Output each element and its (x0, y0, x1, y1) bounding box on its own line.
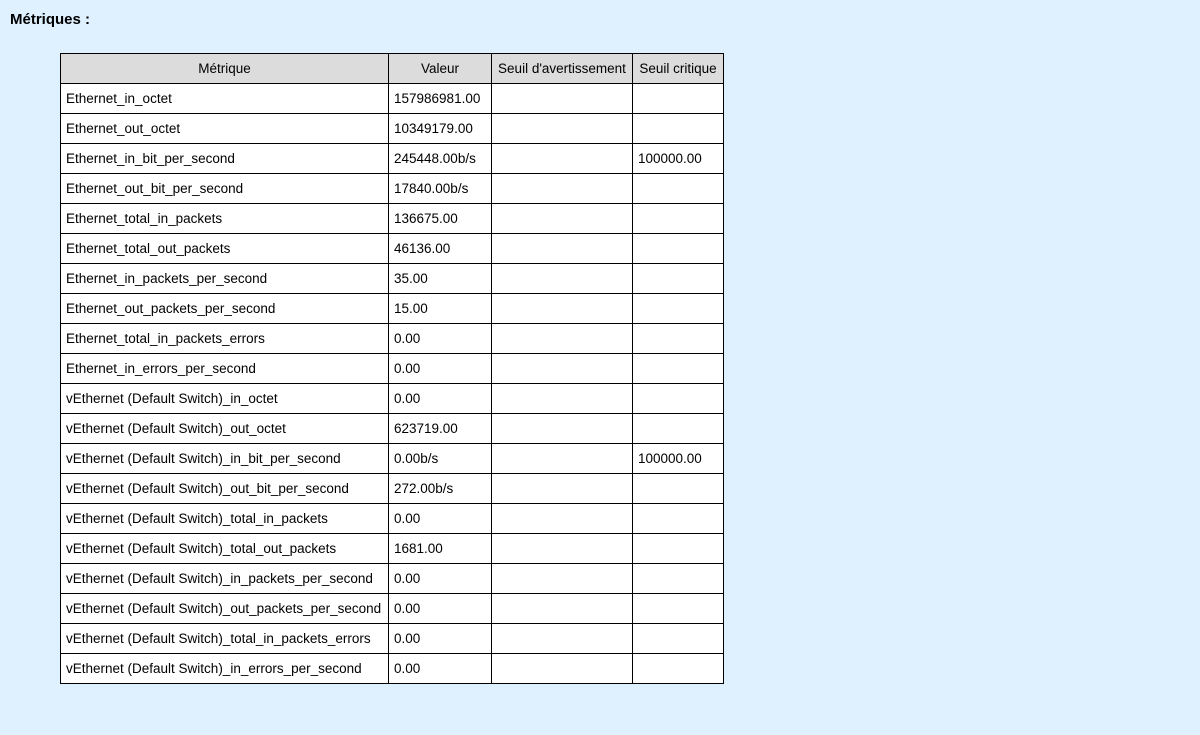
metric-value-cell: 15.00 (389, 294, 492, 324)
table-row (61, 174, 724, 204)
warning-threshold-cell (492, 654, 633, 684)
table-row (61, 594, 724, 624)
metric-name-cell: Ethernet_in_packets_per_second (61, 264, 389, 294)
metric-name-cell: Ethernet_in_bit_per_second (61, 144, 389, 174)
metric-name-cell: vEthernet (Default Switch)_in_octet (61, 384, 389, 414)
metric-name-cell: vEthernet (Default Switch)_total_in_packets_errors (61, 624, 389, 654)
warning-threshold-cell (492, 624, 633, 654)
critical-threshold-cell: 100000.00 (633, 444, 724, 474)
warning-threshold-cell (492, 444, 633, 474)
warning-threshold-cell (492, 294, 633, 324)
critical-threshold-cell (633, 654, 724, 684)
critical-threshold-cell (633, 324, 724, 354)
metric-name-cell: Ethernet_out_octet (61, 114, 389, 144)
metric-name-cell: Ethernet_total_out_packets (61, 234, 389, 264)
warning-threshold-cell (492, 474, 633, 504)
warning-threshold-cell (492, 84, 633, 114)
warning-threshold-cell (492, 414, 633, 444)
column-header-value: Valeur (389, 54, 492, 84)
table-row (61, 444, 724, 474)
critical-threshold-cell (633, 264, 724, 294)
critical-threshold-cell (633, 624, 724, 654)
critical-threshold-cell (633, 384, 724, 414)
metric-name-cell: vEthernet (Default Switch)_out_packets_per_second (61, 594, 389, 624)
metric-value-cell: 0.00 (389, 384, 492, 414)
critical-threshold-cell (633, 84, 724, 114)
metric-value-cell: 0.00b/s (389, 444, 492, 474)
metric-name-cell: Ethernet_total_in_packets_errors (61, 324, 389, 354)
metric-value-cell: 1681.00 (389, 534, 492, 564)
warning-threshold-cell (492, 384, 633, 414)
warning-threshold-cell (492, 564, 633, 594)
table-row (61, 654, 724, 684)
metrics-table-body (61, 84, 724, 684)
metric-name-cell: vEthernet (Default Switch)_in_packets_per_second (61, 564, 389, 594)
metric-value-cell: 136675.00 (389, 204, 492, 234)
metric-value-cell: 157986981.00 (389, 84, 492, 114)
table-row (61, 114, 724, 144)
table-row (61, 234, 724, 264)
metric-value-cell: 0.00 (389, 354, 492, 384)
metric-value-cell: 623719.00 (389, 414, 492, 444)
critical-threshold-cell (633, 174, 724, 204)
table-header-row (61, 54, 724, 84)
metrics-table (60, 53, 724, 684)
critical-threshold-cell (633, 594, 724, 624)
metric-value-cell: 46136.00 (389, 234, 492, 264)
warning-threshold-cell (492, 144, 633, 174)
critical-threshold-cell (633, 564, 724, 594)
critical-threshold-cell (633, 414, 724, 444)
warning-threshold-cell (492, 114, 633, 144)
table-row (61, 324, 724, 354)
metric-name-cell: vEthernet (Default Switch)_in_bit_per_second (61, 444, 389, 474)
metric-name-cell: vEthernet (Default Switch)_out_octet (61, 414, 389, 444)
metric-name-cell: vEthernet (Default Switch)_out_bit_per_second (61, 474, 389, 504)
column-header-critical-threshold: Seuil critique (633, 54, 724, 84)
metric-value-cell: 0.00 (389, 624, 492, 654)
metric-value-cell: 0.00 (389, 594, 492, 624)
critical-threshold-cell (633, 294, 724, 324)
critical-threshold-cell: 100000.00 (633, 144, 724, 174)
warning-threshold-cell (492, 204, 633, 234)
metric-value-cell: 35.00 (389, 264, 492, 294)
metric-name-cell: Ethernet_out_bit_per_second (61, 174, 389, 204)
metric-name-cell: Ethernet_in_errors_per_second (61, 354, 389, 384)
column-header-metric: Métrique (61, 54, 389, 84)
metric-name-cell: Ethernet_out_packets_per_second (61, 294, 389, 324)
table-row (61, 564, 724, 594)
warning-threshold-cell (492, 594, 633, 624)
table-row (61, 534, 724, 564)
table-row (61, 264, 724, 294)
critical-threshold-cell (633, 114, 724, 144)
metric-name-cell: vEthernet (Default Switch)_total_out_packets (61, 534, 389, 564)
table-row (61, 384, 724, 414)
table-row (61, 624, 724, 654)
warning-threshold-cell (492, 324, 633, 354)
metric-name-cell: vEthernet (Default Switch)_total_in_packets (61, 504, 389, 534)
column-header-warning-threshold: Seuil d'avertissement (492, 54, 633, 84)
metric-name-cell: Ethernet_total_in_packets (61, 204, 389, 234)
warning-threshold-cell (492, 504, 633, 534)
metric-name-cell: vEthernet (Default Switch)_in_errors_per_second (61, 654, 389, 684)
table-row (61, 144, 724, 174)
warning-threshold-cell (492, 534, 633, 564)
table-row (61, 414, 724, 444)
table-row (61, 84, 724, 114)
critical-threshold-cell (633, 474, 724, 504)
table-row (61, 294, 724, 324)
table-row (61, 474, 724, 504)
metric-value-cell: 10349179.00 (389, 114, 492, 144)
warning-threshold-cell (492, 264, 633, 294)
metric-name-cell: Ethernet_in_octet (61, 84, 389, 114)
page-title: Métriques : (10, 11, 91, 28)
table-row (61, 204, 724, 234)
metric-value-cell: 0.00 (389, 324, 492, 354)
metric-value-cell: 272.00b/s (389, 474, 492, 504)
table-row (61, 354, 724, 384)
metric-value-cell: 0.00 (389, 564, 492, 594)
warning-threshold-cell (492, 174, 633, 204)
critical-threshold-cell (633, 234, 724, 264)
metric-value-cell: 0.00 (389, 654, 492, 684)
metric-value-cell: 245448.00b/s (389, 144, 492, 174)
metric-value-cell: 17840.00b/s (389, 174, 492, 204)
critical-threshold-cell (633, 204, 724, 234)
warning-threshold-cell (492, 234, 633, 264)
warning-threshold-cell (492, 354, 633, 384)
metric-value-cell: 0.00 (389, 504, 492, 534)
critical-threshold-cell (633, 534, 724, 564)
critical-threshold-cell (633, 354, 724, 384)
critical-threshold-cell (633, 504, 724, 534)
table-row (61, 504, 724, 534)
